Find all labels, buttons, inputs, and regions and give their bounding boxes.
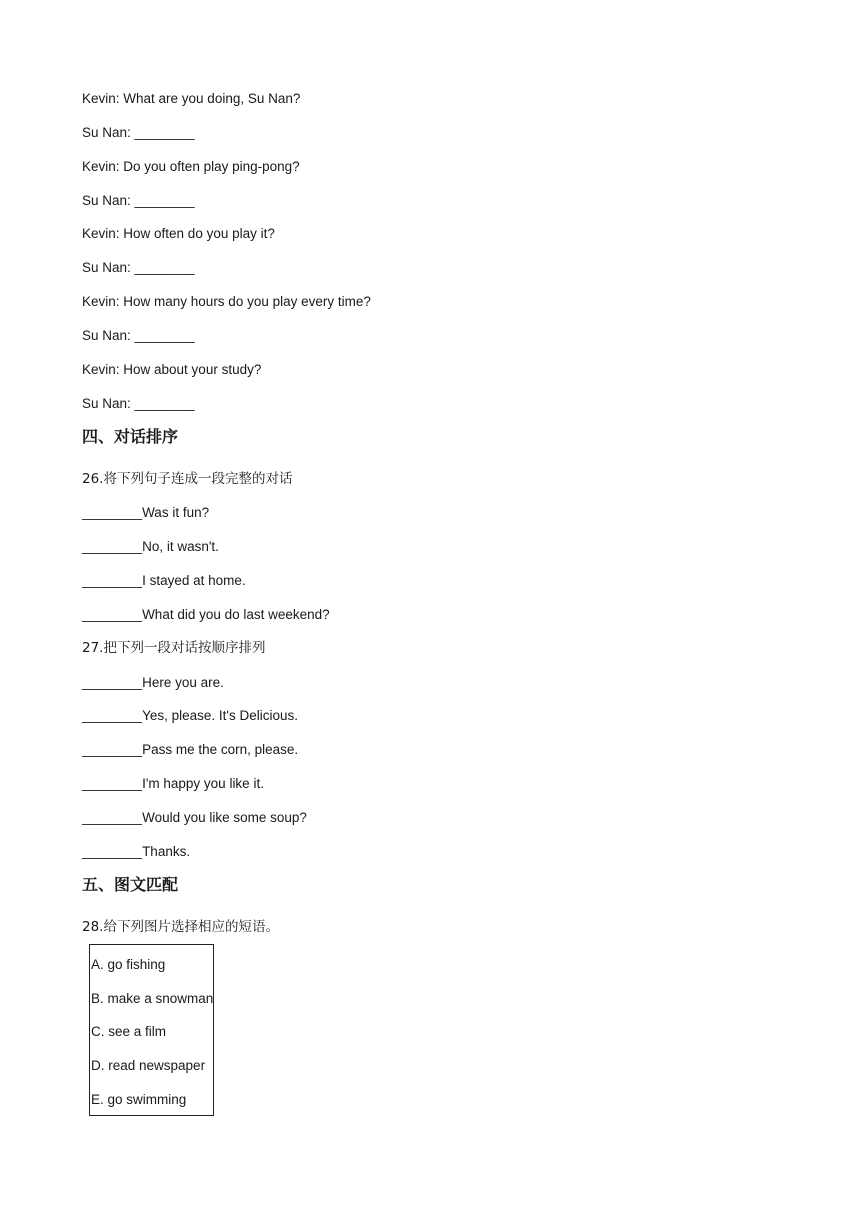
dialogue-line: Kevin: Do you often play ping-pong? xyxy=(82,159,300,174)
option-b: B. make a snowman xyxy=(91,991,214,1006)
section-heading-5: 五、图文匹配 xyxy=(82,875,179,894)
dialogue-line: Su Nan: ________ xyxy=(82,260,195,275)
question-26-title: 26.将下列句子连成一段完整的对话 xyxy=(82,471,293,487)
question-26-item: ________What did you do last weekend? xyxy=(82,607,330,622)
dialogue-line: Kevin: How about your study? xyxy=(82,362,262,377)
question-27-item: ________Here you are. xyxy=(82,675,224,690)
dialogue-line: Kevin: How many hours do you play every time? xyxy=(82,294,371,309)
question-27-item: ________Pass me the corn, please. xyxy=(82,742,299,757)
option-c: C. see a film xyxy=(91,1024,167,1039)
question-26-item: ________No, it wasn't. xyxy=(82,539,219,554)
section-heading-4: 四、对话排序 xyxy=(82,427,179,446)
option-d: D. read newspaper xyxy=(91,1058,206,1073)
options-box xyxy=(89,944,214,1116)
dialogue-line: Kevin: How often do you play it? xyxy=(82,226,275,241)
dialogue-line: Su Nan: ________ xyxy=(82,125,195,140)
question-26-item: ________I stayed at home. xyxy=(82,573,246,588)
question-27-item: ________Thanks. xyxy=(82,844,191,859)
question-26-item: ________Was it fun? xyxy=(82,505,210,520)
dialogue-line: Su Nan: ________ xyxy=(82,328,195,343)
option-a: A. go fishing xyxy=(91,957,166,972)
question-27-item: ________Would you like some soup? xyxy=(82,810,307,825)
dialogue-line: Kevin: What are you doing, Su Nan? xyxy=(82,91,301,106)
question-28-title: 28.给下列图片选择相应的短语。 xyxy=(82,919,279,935)
question-27-title: 27.把下列一段对话按顺序排列 xyxy=(82,640,266,656)
question-27-item: ________Yes, please. It's Delicious. xyxy=(82,708,298,723)
dialogue-line: Su Nan: ________ xyxy=(82,193,195,208)
dialogue-line: Su Nan: ________ xyxy=(82,396,195,411)
option-e: E. go swimming xyxy=(91,1092,187,1107)
question-27-item: ________I'm happy you like it. xyxy=(82,776,264,791)
